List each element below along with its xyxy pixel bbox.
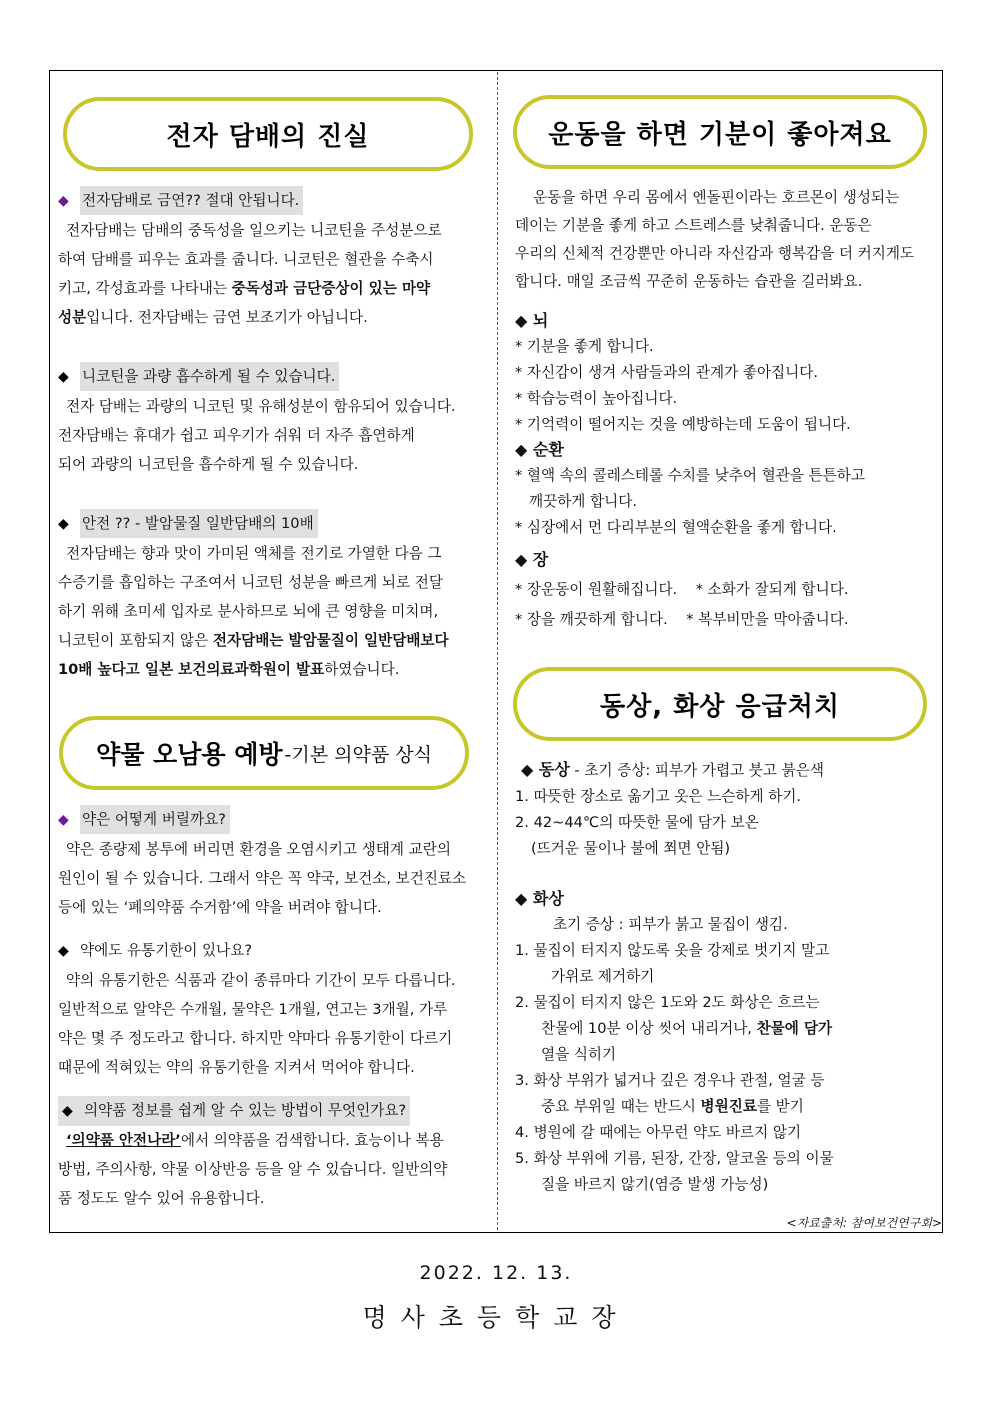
text-line: 하여 담배를 피우는 효과를 줍니다. 니코틴은 혈관을 수축시: [58, 251, 434, 268]
exercise-brain: [515, 308, 947, 438]
drug-item-1: [58, 805, 482, 922]
frostbite-block: [515, 757, 947, 862]
item-heading: 약은 어떻게 버릴까요?: [80, 805, 230, 834]
group-heading: ◆ 뇌: [515, 311, 549, 330]
text-line: 전자담배는 담배의 중독성을 일으키는 니코틴을 주성분으로: [66, 222, 442, 239]
exercise-circulation: [515, 437, 947, 541]
column-divider: [497, 72, 498, 1230]
text-line: 운동을 하면 우리 몸에서 엔돌핀이라는 호르몬이 생성되는: [533, 189, 900, 206]
text-line: 수증기를 흡입하는 구조여서 니코틴 성분을 빠르게 뇌로 전달: [58, 574, 443, 591]
text-line: 방법, 주의사항, 약물 이상반응 등을 알 수 있습니다. 일반의약: [58, 1161, 448, 1178]
diamond-icon: ◆: [58, 943, 69, 959]
list-item: 2. 42~44℃의 따뜻한 물에 담가 보온: [515, 814, 759, 831]
list-item: 3. 화상 부위가 넓거나 깊은 경우나 관절, 얼굴 등: [515, 1072, 825, 1089]
text-line: 원인이 될 수 있습니다. 그래서 약은 꼭 약국, 보건소, 보건진료소: [58, 870, 467, 887]
list-item: 가위로 제거하기: [551, 968, 655, 985]
list-item: 깨끗하게 합니다.: [529, 493, 637, 510]
burn-heading: ◆ 화상: [515, 889, 564, 908]
drug-item-3: [58, 1096, 482, 1213]
list-item: * 심장에서 먼 다리부분의 혈액순환을 좋게 합니다.: [515, 519, 837, 536]
item-heading: 전자담배로 금연?? 절대 안됩니다.: [80, 186, 303, 215]
list-item: 2. 물집이 터지지 않은 1도와 2도 화상은 흐르는: [515, 994, 820, 1011]
group-heading: ◆ 장: [515, 550, 549, 569]
ecig-item-1: [58, 186, 482, 332]
list-item: 질을 바르지 않기(염증 발생 가능성): [541, 1176, 769, 1193]
list-item: (뜨거운 물이나 불에 쬐면 안됨): [531, 840, 731, 857]
list-item: 1. 물집이 터지지 않도록 옷을 강제로 벗기지 말고: [515, 942, 830, 959]
text-line: 약은 몇 주 정도라고 합니다. 하지만 약마다 유통기한이 다르기: [58, 1030, 453, 1047]
text-line: 품 정도도 알수 있어 유용합니다.: [58, 1190, 265, 1207]
list-item: 찬물에 10분 이상 씻어 내리거나, 찬물에 담가: [541, 1020, 833, 1037]
text-line: 전자담배는 휴대가 쉽고 피우기가 쉬워 더 자주 흡연하게: [58, 427, 415, 444]
diamond-icon: ◆: [58, 516, 69, 532]
text-line: 전자 담배는 과량의 니코틴 및 유해성분이 함유되어 있습니다.: [66, 398, 456, 415]
diamond-icon: ◆: [58, 369, 69, 385]
exercise-intestine: [515, 545, 947, 635]
diamond-icon: ◆: [58, 193, 69, 209]
source-note: <자료출처: 참여보건연구회>: [786, 1216, 942, 1230]
text-line: 전자담배는 향과 맛이 가미된 액체를 전기로 가열한 다음 그: [66, 545, 442, 562]
burn-block: [515, 886, 947, 1198]
section-title-text: 운동을 하면 기분이 좋아져요: [548, 119, 892, 150]
frostbite-heading: ◆ 동상 - 초기 증상: 피부가 가렵고 붓고 붉은색: [521, 760, 824, 779]
diamond-icon: ◆: [58, 812, 69, 828]
issue-date: 2022. 12. 13.: [419, 1262, 573, 1284]
ecig-item-2: [58, 362, 482, 479]
text-line: 약은 종량제 봉투에 버리면 환경을 오염시키고 생태계 교란의: [66, 841, 451, 858]
text-line: ‘의약품 안전나라’에서 의약품을 검색합니다. 효능이나 복용: [66, 1132, 444, 1149]
exercise-intro: [515, 184, 947, 296]
list-item: 열을 식히기: [541, 1046, 617, 1063]
list-item: * 자신감이 생겨 사람들과의 관계가 좋아집니다.: [515, 364, 818, 381]
text-line: 등에 있는 ‘폐의약품 수거함’에 약을 버려야 합니다.: [58, 899, 382, 916]
list-item: * 기억력이 떨어지는 것을 예방하는데 도움이 됩니다.: [515, 416, 851, 433]
section-subtitle: -기본 의약품 상식: [284, 743, 432, 766]
section-title-first-aid: [513, 667, 927, 741]
item-heading: 니코틴을 과량 흡수하게 될 수 있습니다.: [80, 362, 339, 391]
text-line: 때문에 적혀있는 약의 유통기한을 지켜서 먹어야 합니다.: [58, 1059, 415, 1076]
text-line: 성분입니다. 전자담배는 금연 보조기가 아닙니다.: [58, 309, 368, 326]
text-line: 키고, 각성효과를 나타내는 중독성과 금단증상이 있는 마약: [58, 280, 431, 297]
text-line: 약의 유통기한은 식품과 같이 종류마다 기간이 모두 다릅니다.: [66, 972, 456, 989]
section-title-e-cigarette: [63, 97, 473, 171]
school-principal: 명사초등학교장: [362, 1303, 630, 1332]
text-line: 우리의 신체적 건강뿐만 아니라 자신감과 행복감을 더 커지게도: [515, 245, 915, 262]
text-line: 되어 과량의 니코틴을 흡수하게 될 수 있습니다.: [58, 456, 359, 473]
item-heading: 안전 ?? - 발암물질 일반담배의 10배: [80, 509, 318, 538]
text-line: 합니다. 매일 조금씩 꾸준히 운동하는 습관을 길러봐요.: [515, 273, 863, 290]
item-heading: 약에도 유통기한이 있나요?: [80, 942, 253, 959]
section-title-drug-misuse: [59, 716, 469, 790]
group-heading: ◆ 순환: [515, 440, 564, 459]
list-item: * 혈액 속의 콜레스테롤 수치를 낮추어 혈관을 튼튼하고: [515, 467, 865, 484]
section-title-text: 전자 담배의 진실: [166, 121, 370, 152]
item-heading: ◆ 의약품 정보를 쉽게 알 수 있는 방법이 무엇인가요?: [58, 1096, 410, 1126]
list-item: 1. 따뜻한 장소로 옮기고 옷은 느슨하게 하기.: [515, 788, 802, 805]
list-item: 4. 병원에 갈 때에는 아무런 약도 바르지 않기: [515, 1124, 802, 1141]
text-line: 10배 높다고 일본 보건의료과학원이 발표하였습니다.: [58, 661, 400, 678]
section-title-exercise: [513, 95, 927, 169]
ecig-item-3: [58, 509, 482, 684]
drug-item-2: [58, 936, 482, 1082]
list-item: 중요 부위일 때는 반드시 병원진료를 받기: [541, 1098, 804, 1115]
list-item: 5. 화상 부위에 기름, 된장, 간장, 알코올 등의 이물: [515, 1150, 834, 1167]
list-item: * 기분을 좋게 합니다.: [515, 338, 654, 355]
text-line: 데이는 기분을 좋게 하고 스트레스를 낮춰줍니다. 운동은: [515, 217, 872, 234]
text-line: 하기 위해 초미세 입자로 분사하므로 뇌에 큰 영향을 미치며,: [58, 603, 439, 620]
list-item: * 장운동이 원활해집니다. * 소화가 잘되게 합니다.: [515, 581, 849, 598]
list-item: * 장을 깨끗하게 합니다. * 복부비만을 막아줍니다.: [515, 611, 849, 628]
burn-early-symptom: 초기 증상 : 피부가 붉고 물집이 생김.: [553, 916, 788, 933]
section-title-text: 약물 오남용 예방: [96, 740, 283, 769]
list-item: * 학습능력이 높아집니다.: [515, 390, 678, 407]
section-title-text: 동상, 화상 응급처치: [600, 691, 840, 722]
text-line: 니코틴이 포함되지 않은 전자담배는 발암물질이 일반담배보다: [58, 632, 449, 649]
text-line: 일반적으로 알약은 수개월, 물약은 1개월, 연고는 3개월, 가루: [58, 1001, 448, 1018]
